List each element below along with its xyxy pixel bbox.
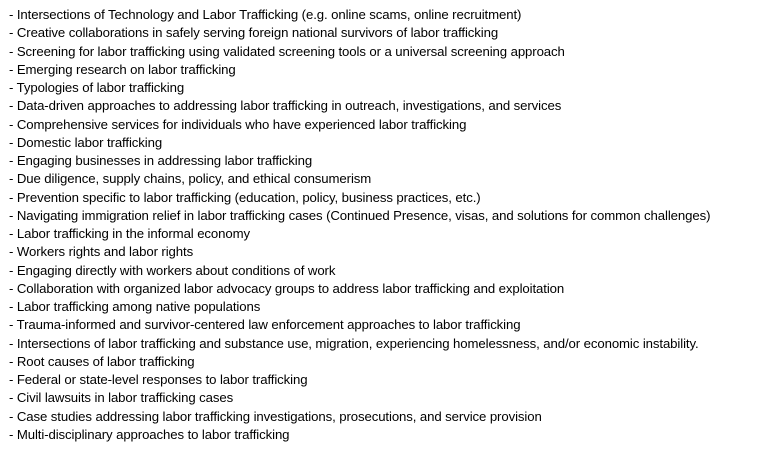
list-item: - Root causes of labor trafficking xyxy=(9,353,195,369)
list-item: - Multi-disciplinary approaches to labor trafficking xyxy=(9,426,290,442)
list-item: - Prevention specific to labor trafficking (education, policy, business practices, etc.) xyxy=(9,189,481,205)
list-item: - Typologies of labor trafficking xyxy=(9,80,185,95)
topic-list xyxy=(9,6,710,444)
list-item: - Workers rights and labor rights xyxy=(9,244,194,260)
list-item: - Labor trafficking in the informal economy xyxy=(9,226,251,241)
list-item: - Domestic labor trafficking xyxy=(9,134,163,150)
list-item: - Federal or state-level responses to labor trafficking xyxy=(9,372,308,387)
list-item: - Emerging research on labor trafficking xyxy=(9,61,236,77)
list-item: - Case studies addressing labor trafficking investigations, prosecutions, and service provision xyxy=(9,408,542,424)
list-item: - Screening for labor trafficking using validated screening tools or a universal screening approach xyxy=(9,43,565,59)
list-item: - Engaging businesses in addressing labor trafficking xyxy=(9,153,313,168)
list-item: - Creative collaborations in safely serving foreign national survivors of labor trafficking xyxy=(9,25,499,41)
list-item: - Intersections of Technology and Labor Trafficking (e.g. online scams, online recruitment) xyxy=(9,7,522,22)
list-item: - Intersections of labor trafficking and substance use, migration, experiencing homelessness, and/or economic instability. xyxy=(9,335,699,351)
list-item: - Comprehensive services for individuals who have experienced labor trafficking xyxy=(9,116,467,132)
list-item: - Data-driven approaches to addressing labor trafficking in outreach, investigations, and services xyxy=(9,98,562,114)
list-item: - Navigating immigration relief in labor trafficking cases (Continued Presence, visas, and solutions for common challenges) xyxy=(9,207,711,223)
list-item: - Labor trafficking among native populations xyxy=(9,299,261,314)
list-item: - Collaboration with organized labor advocacy groups to address labor trafficking and exploitation xyxy=(9,280,565,296)
list-item: - Trauma-informed and survivor-centered law enforcement approaches to labor trafficking xyxy=(9,317,521,333)
list-item: - Civil lawsuits in labor trafficking cases xyxy=(9,390,234,406)
list-item: - Engaging directly with workers about conditions of work xyxy=(9,262,336,278)
list-item: - Due diligence, supply chains, policy, and ethical consumerism xyxy=(9,171,372,187)
